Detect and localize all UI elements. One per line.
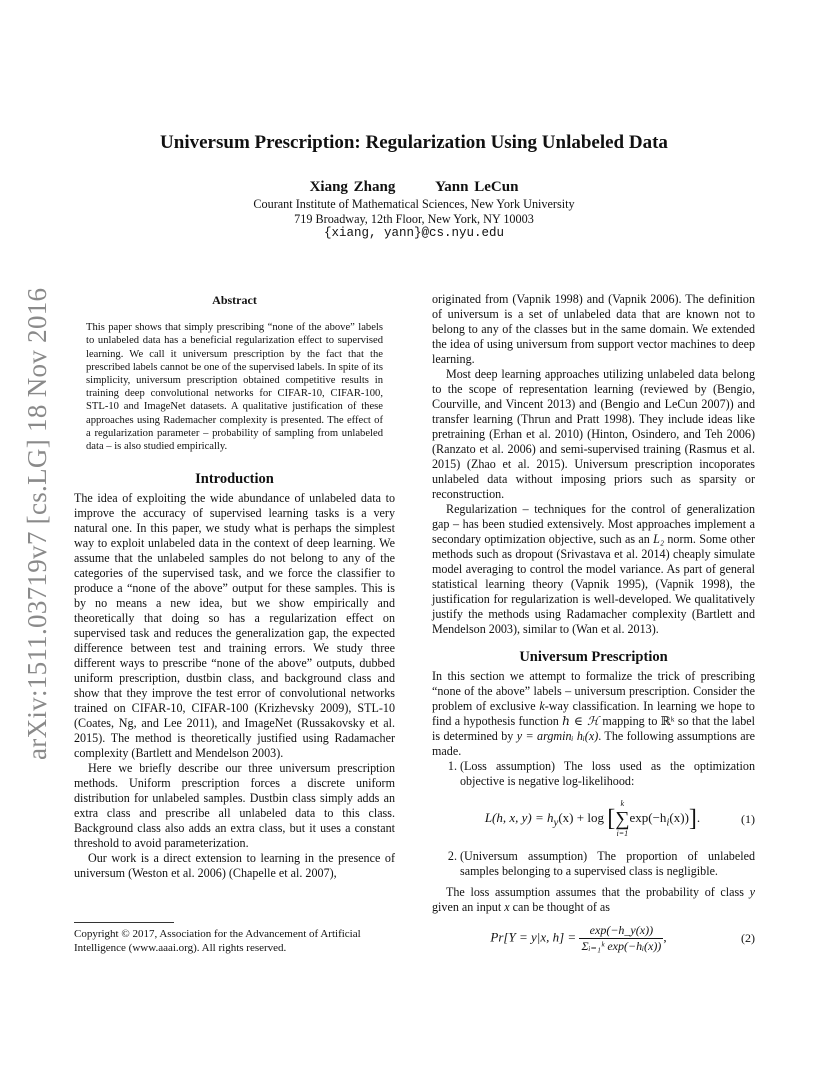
equation-number: (2)	[741, 931, 755, 945]
regularization-paragraph: Regularization – techniques for the control of generalization gap – has been studied extensively. Most approaches implement a secondary optimization objective, such as an L₂ norm. Some other methods such as dropout (Srivastava et al. 2014) cheaply simulate model averaging to control the model variance. As part of general statistical learning theory (Vapnik 1995), (Vapnik 1998), the justification for regularization is well-developed. We qualitatively justify the methods using Radamacher complexity (Bartlett and Mendelson 2003), similar to (Wan et al. 2013).	[432, 502, 755, 636]
abstract-heading: Abstract	[212, 293, 257, 307]
loss-paragraph: The loss assumption assumes that the probability of class y given an input x can be thought of as	[432, 885, 755, 914]
arxiv-identifier-stamp: arXiv:1511.03719v7 [cs.LG] 18 Nov 2016	[22, 287, 52, 760]
abstract-block	[74, 294, 395, 453]
right-column	[432, 292, 755, 964]
intro-paragraph: Our work is a direct extension to learning in the presence of universum (Weston et al. 2006) (Chapelle et al. 2007),	[74, 851, 395, 881]
left-column	[74, 294, 395, 881]
paper-title: Universum Prescription: Regularization Using Unlabeled Data	[160, 132, 668, 153]
section-heading-introduction: Introduction	[195, 471, 274, 488]
section-paragraph: In this section we attempt to formalize the trick of prescribing “none of the above” labels – universum prescription. Consider the problem of exclusive k-way classification. In learning we hope to find a hypothesis function h ∈ ℋ mapping to ℝᵏ so that the label is determined by y = argminᵢ hᵢ(x). The following assumptions are made.	[432, 669, 755, 758]
footnote-rule	[74, 922, 174, 923]
address-line: 719 Broadway, 12th Floor, New York, NY 10003	[294, 212, 534, 226]
intro-paragraph: Here we briefly describe our three universum prescription methods. Uniform prescription forces a discrete uniform distribution for unlabeled samples. Dustbin class simply adds an extra class and prescribe all unlabeled data to this class. Background class also adds an extra class, but it uses a constant threshold to avoid parameterization.	[74, 761, 395, 851]
intro-paragraph: The idea of exploiting the wide abundance of unlabeled data to improve the accuracy of supervised learning tasks is a very natural one. In this paper, we study what is perhaps the simplest way to exploit unlabeled data in the context of deep learning. We assume that the unlabeled samples do not belong to any of the categories of the supervised task, and we force the classifier to produce a “none of the above” output for these samples. This is by no means a new idea, but we show empirically and theoretically that doing so has a regularization effect on supervised task and reduces the generalization gap, the expected difference between test and training errors. We study three different ways to prescribe “none of the above” outputs, dubbed uniform prescription, dustbin class, and background class and show that they improve the test error of convolutional networks trained on CIFAR-10, CIFAR-100 (Krizhevsky 2009), STL-10 (Coates, Ng, and Lee 2011), and ImageNet (Russakovsky et al. 2015). The method is theoretically justified using Radamacher complexity (Bartlett and Mendelson 2003).	[74, 491, 395, 761]
assumption-item: 1. (Loss assumption) The loss used as the optimization objective is negative log-likelihood: L(h, x, $y) = h_y(x) + \log$ [ k ∑ i=1 $\exp(-h_i(x))$]. (1)	[460, 759, 755, 839]
copyright-footnote	[74, 922, 395, 955]
author-list	[0, 179, 828, 196]
equation-body: Pr[Y = y|x, h] = $\frac{\exp(-h\_y(x))}{\text{Σᵢ₌₁ᵏ exp(−hᵢ(x))}}$ ,	[490, 923, 667, 953]
related-work-paragraph: Most deep learning approaches utilizing unlabeled data belong to the scope of representation learning (reviewed by (Bengio, Courville, and Vincent 2013) and (Bengio and LeCun 2007)) and transfer learning (Thrun and Pratt 1998). They include ideas like pretraining (Erhan et al. 2010) (Hinton, Osindero, and Teh 2006) (Ranzato et al. 2006) and semi-supervised training (Rasmus et al. 2015) (Zhao et al. 2015). Universum prescription incoporates unlabeled data without imposing priors such as sparsity or reconstruction.	[432, 367, 755, 501]
related-work-paragraph: originated from (Vapnik 1998) and (Vapnik 2006). The definition of universum is a set of unlabeled data that are known not to belong to any of the classes but in the same domain. We extended the idea of using universum from support vector machines to deep learning.	[432, 292, 755, 366]
sum-symbol: k ∑ i=1	[615, 799, 630, 838]
equation-fraction: $\frac{\exp(-h\_y(x))}{\text{Σᵢ₌₁ᵏ exp(−hᵢ(x))}}$	[581, 923, 662, 953]
author-name: Yann LeCun	[435, 179, 519, 195]
section-heading-universum-prescription: Universum Prescription	[519, 649, 668, 665]
equation-1	[460, 799, 755, 839]
affiliation-line: Courant Institute of Mathematical Sciences, New York University	[253, 197, 575, 211]
author-email: {xiang, yann}@cs.nyu.edu	[323, 226, 505, 240]
equation-body: L(h, x, $y) = h_y(x) + \log$ [ k ∑ i=1 $\exp(-h_i(x))$].	[484, 799, 701, 838]
assumption-list	[432, 759, 755, 879]
equation-2	[432, 923, 755, 954]
copyright-text: Copyright © 2017, Association for the Advancement of Artificial Intelligence (www.aaai.org). All rights reserved.	[74, 928, 361, 954]
assumption-item: 2. (Universum assumption) The proportion of unlabeled samples belonging to a supervised class is negligible.	[460, 849, 755, 879]
author-name: Xiang Zhang	[309, 179, 396, 195]
abstract-text: This paper shows that simply prescribing “none of the above” labels to unlabeled data has a beneficial regularization effect to supervised learning. We call it universum prescription by the fact that the prescribed labels cannot be one of the supervised labels. In spite of its simplicity, universum prescription obtained competitive results in training deep convolutional networks for CIFAR-10, CIFAR-100, STL-10 and ImageNet datasets. A qualitative justification of these approaches using Rademacher complexity is presented. The effect of a regularization parameter – probability of sampling from unlabeled data – is also studied empirically.	[86, 322, 383, 453]
equation-number: (1)	[741, 811, 755, 826]
